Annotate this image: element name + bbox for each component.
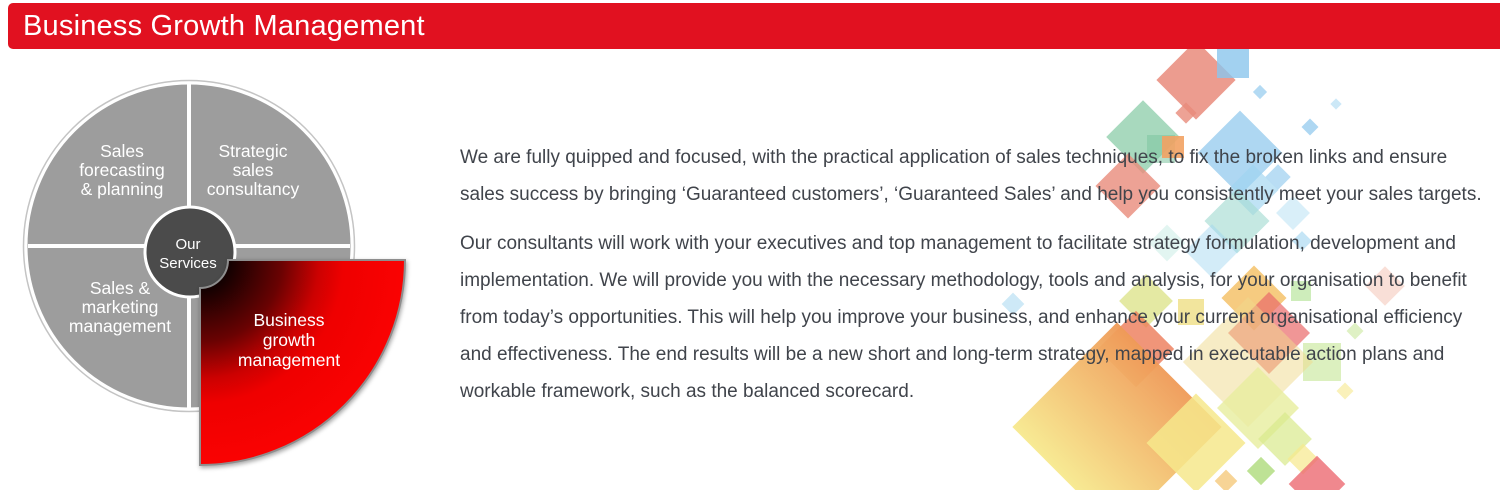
svg-text:Strategic: Strategic — [218, 141, 288, 161]
svg-text:management: management — [68, 316, 172, 336]
copy-line: implementation. We will provide you with the necessary methodology, tools and analysis, for your organisation to benefit — [460, 270, 1467, 291]
svg-text:Services: Services — [159, 255, 217, 272]
svg-text:marketing: marketing — [81, 297, 159, 317]
paragraph-intro — [460, 139, 1500, 213]
header-bar — [8, 3, 1500, 49]
svg-text:Sales &: Sales & — [89, 278, 151, 298]
svg-text:Our: Our — [175, 236, 201, 253]
svg-text:Business: Business — [253, 310, 325, 330]
copy-line: workable framework, such as the balanced scorecard. — [460, 381, 915, 402]
copy-line: Our consultants will work with your executives and top management to facilitate strategy formulation, development and — [460, 233, 1456, 254]
page-title: Business Growth Management — [23, 9, 425, 42]
svg-text:growth: growth — [262, 330, 316, 350]
copy-line: from today’s opportunities. This will help you improve your business, and enhance your current organisational efficiency — [460, 307, 1463, 328]
services-diagram — [0, 0, 460, 490]
svg-text:consultancy: consultancy — [206, 179, 300, 199]
segment-business-growth — [200, 260, 405, 465]
copy-line: and effectiveness. The end results will be a new short and long-term strategy, mapped in executable action plans and — [460, 344, 1445, 365]
svg-text:& planning: & planning — [80, 179, 164, 199]
copy-line: sales success by bringing ‘Guaranteed customers’, ‘Guaranteed Sales’ and help you consistently meet your sales targets. — [460, 184, 1482, 205]
paragraph-detail — [460, 225, 1500, 410]
svg-text:forecasting: forecasting — [79, 160, 165, 180]
svg-text:sales: sales — [232, 160, 274, 180]
copy-line: We are fully quipped and focused, with the practical application of sales techniques, to fix the broken links and ensure — [460, 147, 1448, 168]
body-copy — [460, 139, 1500, 410]
svg-text:management: management — [237, 350, 341, 370]
svg-text:Sales: Sales — [100, 141, 144, 161]
